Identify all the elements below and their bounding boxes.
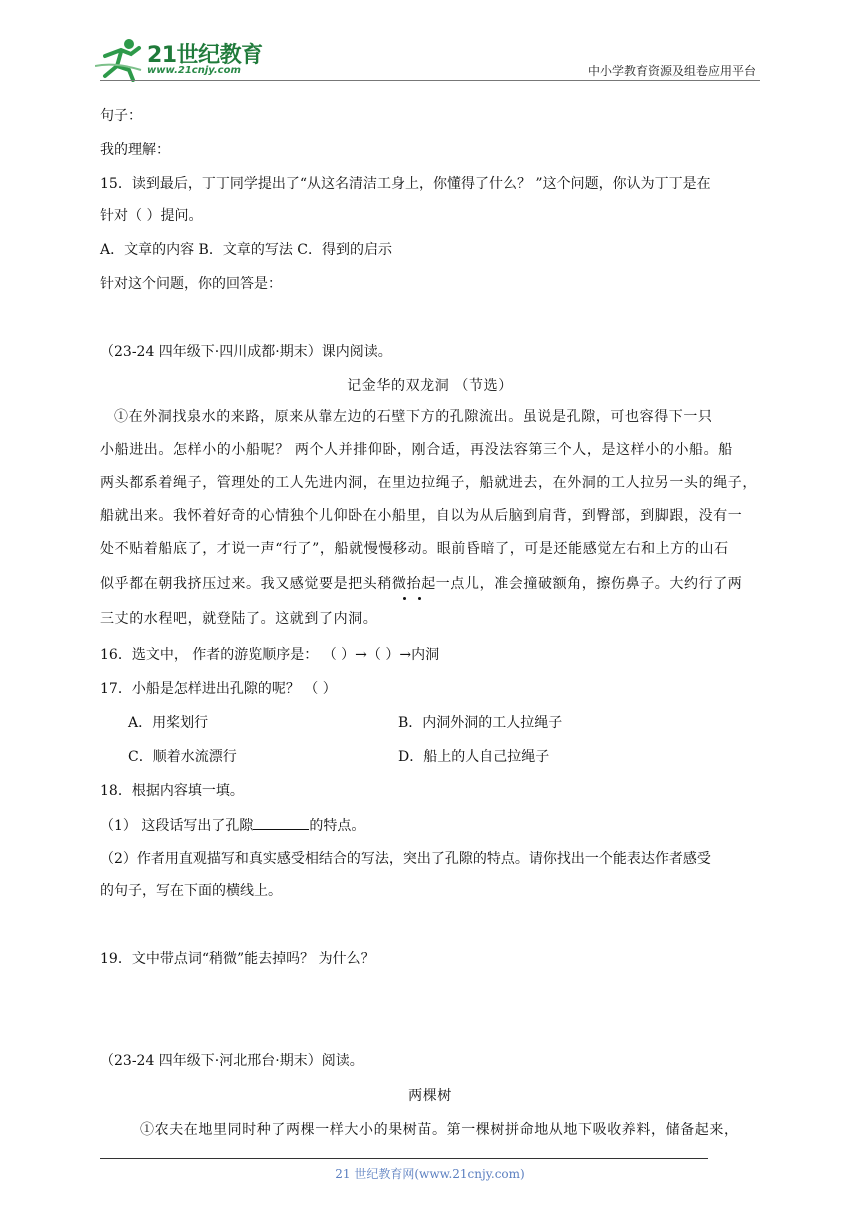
question-18: 18．根据内容填一填。 [100, 783, 244, 799]
passage-1-line6: 似乎都在朝我挤压过来。我又感觉要是把头稍微抬起一点儿，准会撞破额角，擦伤鼻子。大约行了两 [100, 576, 743, 592]
platform-title: 中小学教育资源及组卷应用平台 [587, 64, 756, 78]
passage-2-title: 两棵树 [408, 1088, 452, 1104]
site-logo [95, 36, 263, 82]
passage-1-line2: 小船进出。怎样小的小船呢？ 两个人并排仰卧，刚合适，再没法容第三个人，是这样小的小船。船 [100, 442, 733, 458]
question-19: 19．文中带点词“稍微”能去掉吗？ 为什么？ [100, 951, 375, 967]
header-divider [100, 80, 760, 81]
passage-1-line3: 两头都系着绳子，管理处的工人先进内洞，在里边拉绳子，船就进去，在外洞的工人拉另一头的绳子， [100, 475, 757, 491]
passage-1-title: 记金华的双龙洞 （节选） [347, 378, 513, 394]
emphasis-dot [403, 597, 406, 600]
passage-2-line1: ①农夫在地里同时种了两棵一样大小的果树苗。第一棵树拼命地从地下吸收养料，储备起来， [140, 1122, 739, 1138]
sentence-label: 句子： [100, 108, 142, 124]
passage-1-source: （23-24 四年级下·四川成都·期末）课内阅读。 [100, 344, 392, 360]
question-16: 16．选文中， 作者的游览顺序是： （ ）→（ ）→内洞 [100, 647, 440, 663]
question-18-part1-suffix: 的特点。 [309, 818, 366, 834]
question-18-part1 [100, 815, 365, 836]
passage-1-line1: ①在外洞找泉水的来路，原来从靠左边的石壁下方的孔隙流出。虽说是孔隙，可也容得下一只 [114, 409, 713, 425]
question-18-part2-line1: （2）作者用直观描写和真实感受相结合的写法，突出了孔隙的特点。请你找出一个能表达作者感受 [100, 851, 711, 867]
fill-blank[interactable] [253, 815, 309, 830]
question-15-options: A．文章的内容 B．文章的写法 C．得到的启示 [100, 242, 393, 258]
question-17-option-b: B．内洞外洞的工人拉绳子 [398, 715, 563, 731]
question-15-line1: 15．读到最后，丁丁同学提出了“从这名清洁工身上，你懂得了什么？ ”这个问题，你认为丁丁是在 [100, 176, 711, 192]
question-15-line2: 针对（ ）提问。 [100, 208, 203, 224]
question-17-option-d: D．船上的人自己拉绳子 [398, 749, 550, 765]
question-17: 17．小船是怎样进出孔隙的呢？ （ ） [100, 681, 337, 697]
footer-divider [100, 1158, 708, 1159]
understanding-label: 我的理解： [100, 142, 170, 158]
logo-url: www.21cnjy.com [147, 65, 241, 76]
passage-1-line7: 三丈的水程吧，就登陆了。这就到了内洞。 [100, 611, 378, 627]
question-18-part1-text: （1） 这段话写出了孔隙 [100, 818, 254, 834]
logo-text: 21世纪教育 [147, 43, 263, 68]
question-17-option-c: C．顺着水流漂行 [128, 749, 237, 765]
footer-link[interactable]: 21 世纪教育网(www.21cnjy.com) [335, 1167, 525, 1181]
passage-1-line4: 船就出来。我怀着好奇的心情独个儿仰卧在小船里，自以为从后脑到肩背，到臀部，到脚跟，没有一 [100, 508, 743, 524]
question-18-part2-line2: 的句子，写在下面的横线上。 [100, 883, 282, 899]
question-17-option-a: A．用桨划行 [128, 715, 209, 731]
passage-2-source: （23-24 四年级下·河北邢台·期末）阅读。 [100, 1053, 364, 1069]
question-15-answer-prompt: 针对这个问题，你的回答是： [100, 276, 282, 292]
emphasis-dot [418, 597, 421, 600]
runner-logo-icon [95, 36, 145, 82]
passage-1-line5: 处不贴着船底了，才说一声“行了”，船就慢慢移动。眼前昏暗了，可是还能感觉左右和上方的山石 [100, 541, 729, 557]
